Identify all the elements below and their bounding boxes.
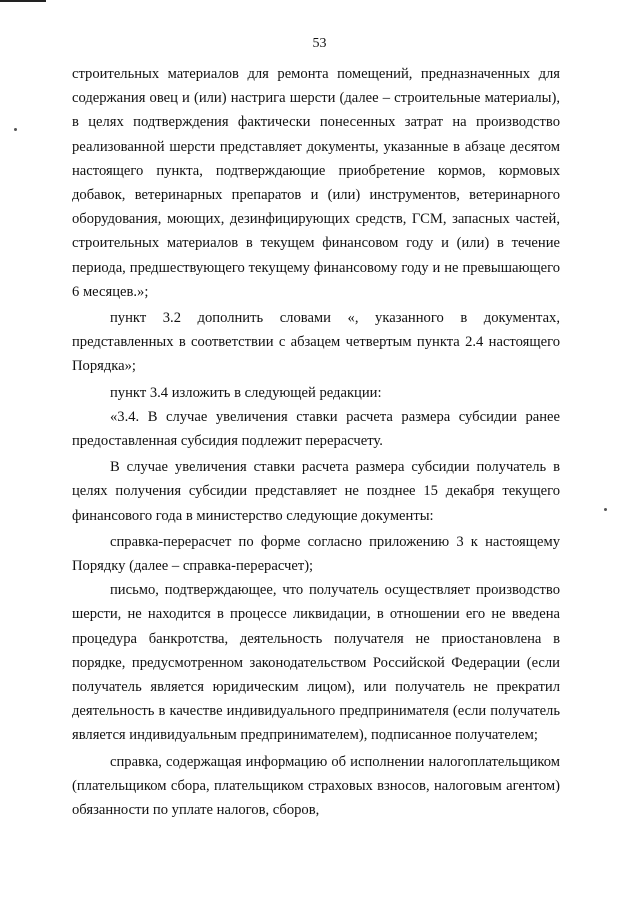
- paragraph-amendment-3-4: пункт 3.4 изложить в следующей редакции:: [110, 384, 382, 401]
- paragraph-recalculation: В случае увеличения ставки расчета размера субсидии получатель в целях получения субсидии представляет не позднее 15 декабря текущего финансового года в министерство следующие документы:: [72, 459, 560, 524]
- scan-speck: [14, 128, 17, 131]
- paragraph-list-item-tax-certificate: справка, содержащая информацию об исполнении налогоплательщиком (плательщиком сбора, плательщиком страховых взносов, налоговым агентом) обязанности по уплате налогов, сборов,: [72, 753, 560, 819]
- document-body: [72, 62, 560, 822]
- paragraph-amendment-3-2: пункт 3.2 дополнить словами «, указанного в документах, представленных в соответствии с абзацем четвертым пункта 2.4 настоящего Порядка»;: [72, 310, 560, 375]
- paragraph-list-item-reference: справка-перерасчет по форме согласно приложению 3 к настоящему Порядку (далее – справка-перерасчет);: [72, 533, 560, 575]
- page-number: 53: [312, 36, 327, 51]
- paragraph-clause-3-4: «3.4. В случае увеличения ставки расчета размера субсидии ранее предоставленная субсидия подлежит перерасчету.: [72, 408, 560, 450]
- scan-speck: [604, 508, 607, 511]
- paragraph-continuation: строительных материалов для ремонта помещений, предназначенных для содержания овец и (или) настрига шерсти (далее – строительные материалы), в целях подтверждения фактически понесенных затрат на производство реализованной шерсти представляет документы, указанные в абзаце десятом настоящего пункта, подтверждающие приобретение кормов, кормовых добавок, ветеринарных препаратов и (или) инструментов, ветеринарного оборудования, моющих, дезинфицирующих средств, ГСМ, запасных частей, строительных материалов в текущем финансовом году и (или) в течение периода, предшествующего текущему финансовому году и не превышающего 6 месяцев.»;: [72, 66, 560, 300]
- scan-edge-line: [0, 0, 46, 2]
- paragraph-list-item-letter: письмо, подтверждающее, что получатель осуществляет производство шерсти, не находится в процессе ликвидации, в отношении его не введена процедура банкротства, деятельность получателя не приостановлена в порядке, предусмотренном законодательством Российской Федерации (если получатель является юридическим лицом), или получатель не прекратил деятельность в качестве индивидуального предпринимателя (если получатель является индивидуальным предпринимателем), подписанное получателем;: [72, 582, 560, 744]
